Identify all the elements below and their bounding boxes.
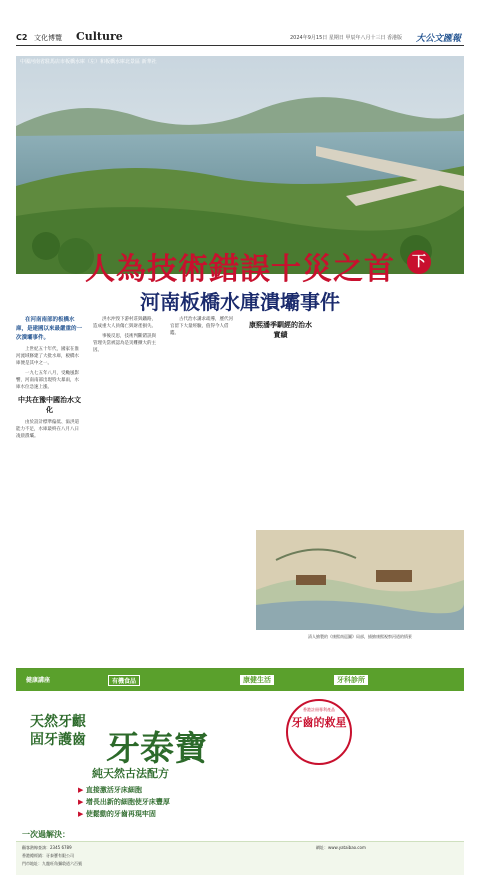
ad-bullet-text: 增長出新的細胞使牙床豐厚	[85, 798, 170, 806]
article-paragraph: 由於設計標準偏低、溢洪道能力不足，水庫最終在八月八日凌晨潰壩。	[16, 420, 79, 439]
ad-footer	[16, 841, 464, 875]
historical-painting	[256, 530, 464, 630]
masthead-logo: 大公文匯報	[416, 34, 462, 44]
article-paragraph: 古代治水講求疏導，歷代河官留下大量經驗，值得今人借鑑。	[170, 317, 233, 336]
ad-bullet-text: 直接激活牙床細胞	[85, 786, 142, 794]
advertisement	[16, 668, 464, 874]
ad-link[interactable]: 健康講座	[26, 677, 51, 684]
ad-bullet: ▶ 增長出新的細胞使牙床豐厚	[78, 798, 170, 806]
section-name-en: Culture	[76, 30, 123, 43]
page-header	[0, 0, 480, 44]
ad-slogan	[30, 713, 86, 749]
ad-seal-top: 香港註冊專利產品	[303, 707, 335, 712]
headline-part-badge: 下	[407, 250, 431, 274]
ad-footer-line[interactable]: 網址：www.yataibao.com	[316, 845, 366, 850]
painting-caption: 清人繪製的《康熙南巡圖》局部，描繪康熙視察河道的情景	[308, 634, 412, 639]
section-name: 文化博覽	[34, 34, 62, 42]
ad-link[interactable]: 牙科診所	[334, 675, 368, 685]
ad-seal-text: 牙齒的救星	[291, 716, 347, 729]
photo-caption: 中國河南省駐馬店市板橋水庫（左）和板橋水庫北景區 新華社	[20, 59, 157, 65]
ad-slogan-line: 天然牙齦	[30, 714, 86, 730]
reservoir-photo	[16, 56, 464, 274]
ad-link[interactable]: 康健生活	[240, 675, 274, 685]
ad-bullet-text: 使鬆動的牙齒再現牢固	[85, 810, 156, 818]
article-column-1	[16, 316, 83, 443]
article-paragraph: 事後反思，技術判斷錯誤與管理失當被認為是災難擴大的主因。	[93, 334, 156, 353]
ad-footer-line: 香港總經銷：牙泰寶有限公司	[22, 853, 74, 858]
ad-solve-label: 一次過解決：	[22, 830, 70, 839]
article-paragraph: 上世紀五十年代，國家在淮河流域修建了大批水庫，板橋水庫便是其中之一。	[16, 347, 79, 366]
ad-footer-line: 門市地址：九龍旺角彌敦道六百號	[22, 861, 82, 866]
ad-bullet: ▶ 使鬆動的牙齒再現牢固	[78, 810, 156, 818]
ad-brand: 牙泰寶	[106, 729, 208, 769]
ad-seal	[286, 699, 352, 765]
ad-footer-line: 顧客熱線查詢：2345 6789	[22, 845, 72, 850]
article-paragraph: 洪水沖毀下游村莊與鐵路，造成重大人員傷亡與財產損失。	[93, 317, 156, 329]
ad-slogan-line: 固牙護齒	[30, 732, 86, 748]
ad-link[interactable]: 有機食品	[108, 675, 140, 686]
ad-bullet: ▶ 直接激活牙床細胞	[78, 786, 142, 794]
article-paragraph: 一九七五年八月，受颱風影響，河南南部出現特大暴雨，水庫水位急速上漲。	[16, 371, 79, 390]
page-number: C2	[16, 33, 28, 42]
section-heading: 康熙潘季馴經的治水實績	[249, 320, 312, 339]
ad-tagline: 純天然古法配方	[92, 767, 169, 780]
article-lead: 在河南南部的板橋水庫，是建國以來最嚴重的一次潰壩事件。	[16, 317, 83, 341]
headline: 人為技術錯誤十災之首	[85, 252, 395, 287]
subheadline: 河南板橋水庫潰壩事件	[140, 290, 340, 314]
header-rule	[16, 45, 464, 46]
section-heading: 中共在豫中國治水文化	[18, 395, 81, 414]
issue-date: 2024年9月15日 星期日 甲辰年八月十三日 香港版	[290, 35, 403, 41]
article-column-2	[93, 316, 160, 357]
article-column-4	[247, 316, 314, 344]
ad-top-bar	[16, 669, 464, 691]
article-column-3	[170, 316, 237, 340]
